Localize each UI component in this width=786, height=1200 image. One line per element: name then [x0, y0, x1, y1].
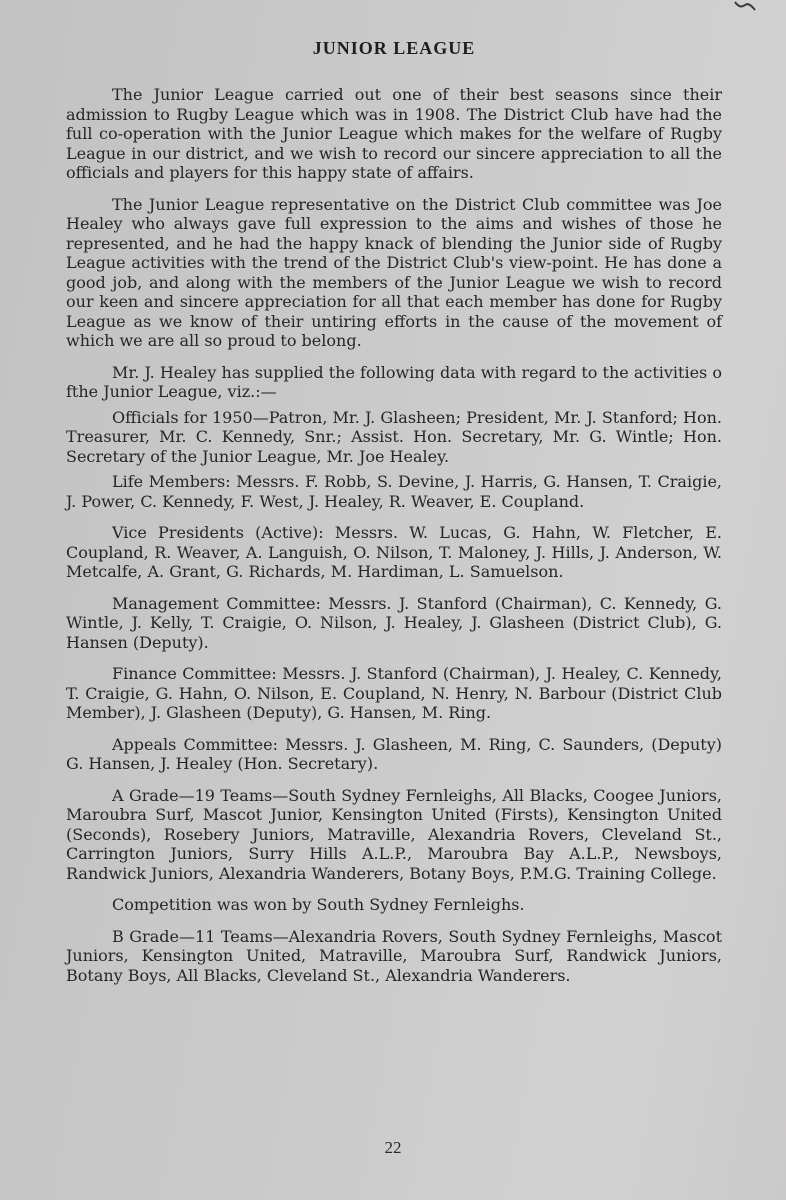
page-title: JUNIOR LEAGUE — [312, 38, 476, 58]
page-number: 22 — [384, 1138, 402, 1157]
life-members-paragraph: Life Members: Messrs. F. Robb, S. Devine, J. Harris, G. Hansen, T. Craigie, J. Power, C. Kennedy, F. West, J. Healey, R. Weaver, E. Coupland. — [66, 472, 722, 511]
representative-paragraph: The Junior League representative on the District Club committee was Joe Healey who always gave full expression to the aims and wishes of those he represented, and he had the happy knack of blending the Junior side of Rugby League activities with the trend of the District Club's view-point. He has done a good job, and along with the members of the Junior League we wish to record our keen and sincere appreciation for all that each member has done for Rugby League as we know of their untiring efforts in the cause of the movement of which we are all so proud to belong. — [66, 194, 722, 350]
finance-committee-paragraph: Finance Committee: Messrs. J. Stanford (Chairman), J. Healey, C. Kennedy, T. Craigie, G. Hahn, O. Nilson, E. Coupland, N. Henry, N. Barbour (District Club Member), J. Glasheen (Deputy), G. Hansen, M. Ring. — [66, 664, 722, 722]
officials-paragraph: Officials for 1950—Patron, Mr. J. Glasheen; President, Mr. J. Stanford; Hon. Treasurer, Mr. C. Kennedy, Snr.; Assist. Hon. Secretary, Mr. G. Wintle; Hon. Secretary of the Junior League, Mr. Joe Healey. — [66, 407, 722, 466]
page-content — [66, 38, 722, 997]
data-intro-paragraph: Mr. J. Healey has supplied the following data with regard to the activities o fthe Junior League, viz.:— — [66, 362, 722, 401]
vice-presidents-paragraph: Vice Presidents (Active): Messrs. W. Lucas, G. Hahn, W. Fletcher, E. Coupland, R. Weaver, A. Languish, O. Nilson, T. Maloney, J. Hills, J. Anderson, W. Metcalfe, A. Grant, G. Richards, M. Hardiman, L. Samuelson. — [66, 523, 722, 581]
corner-ink-mark — [734, 0, 756, 12]
b-grade-paragraph: B Grade—11 Teams—Alexandria Rovers, South Sydney Fernleighs, Mascot Juniors, Kensington United, Matraville, Maroubra Surf, Randwick Juniors, Botany Boys, All Blacks, Cleveland St., Alexandria Wanderers. — [66, 926, 722, 985]
management-committee-paragraph: Management Committee: Messrs. J. Stanford (Chairman), C. Kennedy, G. Wintle, J. Kelly, T. Craigie, O. Nilson, J. Healey, J. Glasheen (District Club), G. Hansen (Deputy). — [66, 593, 722, 652]
competition-winner-paragraph: Competition was won by South Sydney Fernleighs. — [112, 895, 525, 914]
a-grade-paragraph: A Grade—19 Teams—South Sydney Fernleighs, All Blacks, Coogee Juniors, Maroubra Surf, Mascot Junior, Kensington United (Firsts), Kensington United (Seconds), Rosebery Juniors, Matraville, Alexandria Rovers, Cleveland St., Carrington Juniors, Surry Hills A.L.P., Maroubra Bay A.L.P., Newsboys, Randwick Juniors, Alexandria Wanderers, Botany Boys, P.M.G. Training College. — [66, 785, 722, 883]
intro-paragraph: The Junior League carried out one of their best seasons since their admission to Rugby League which was in 1908. The District Club have had the full co-operation with the Junior League which makes for the welfare of Rugby League in our district, and we wish to record our sincere appreciation to all the officials and players for this happy state of affairs. — [66, 85, 722, 182]
appeals-committee-paragraph: Appeals Committee: Messrs. J. Glasheen, M. Ring, C. Saunders, (Deputy) G. Hansen, J. Healey (Hon. Secretary). — [66, 734, 722, 773]
